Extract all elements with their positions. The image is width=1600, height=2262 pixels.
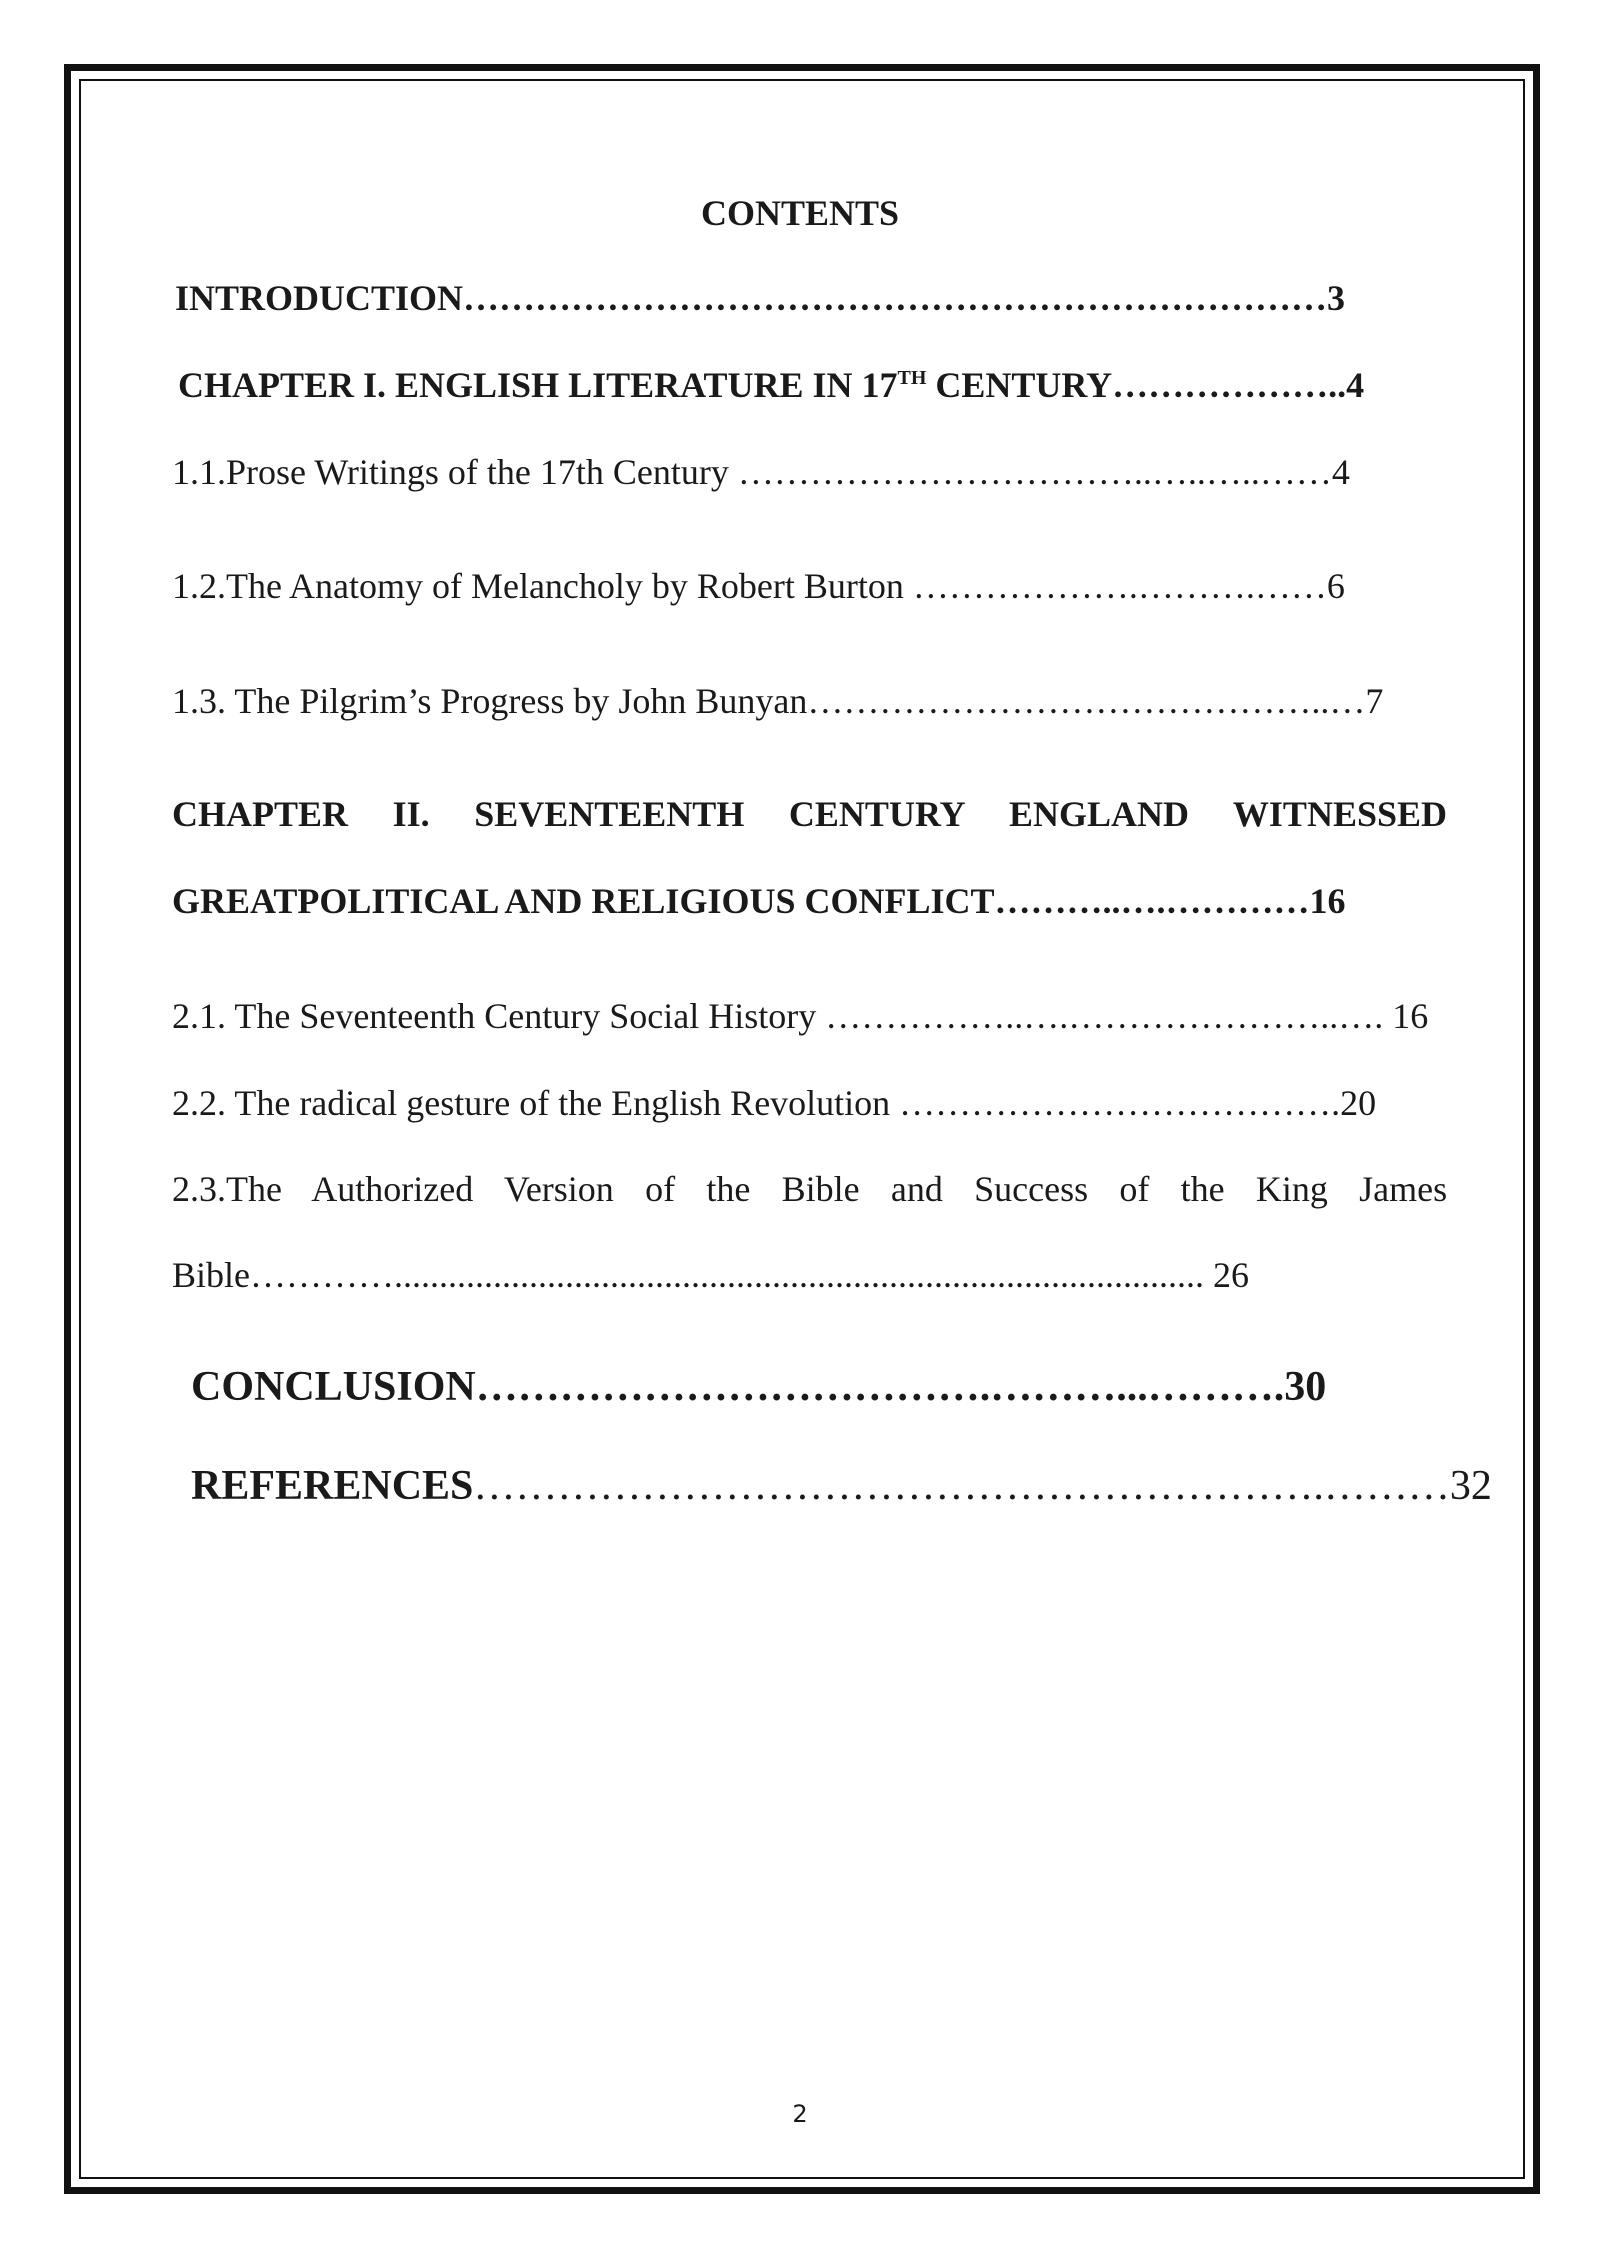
toc-chapter-2-line-1 [172,793,1447,835]
toc-word: SEVENTEENTH [474,794,745,834]
toc-word: 2.3.The [172,1169,282,1209]
toc-word: James [1359,1169,1448,1209]
toc-label: GREATPOLITICAL AND RELIGIOUS CONFLICT [172,881,995,921]
toc-label: 1.1.Prose Writings of the 17th Century [172,452,738,492]
toc-word: CHAPTER [172,794,349,834]
toc-word: the [706,1169,751,1209]
toc-word: CENTURY [788,794,965,834]
toc-word: the [1180,1169,1225,1209]
toc-leader: ……………………………….………...………. [475,1364,1285,1410]
toc-leader: ……………………………..…..…..…… [737,452,1332,492]
toc-word: of [1119,1169,1150,1209]
toc-page-number: 3 [1327,278,1346,318]
toc-chapter-1 [178,364,1364,406]
toc-label: 2.1. The Seventeenth Century Social History [172,996,826,1036]
toc-word: Bible [781,1169,860,1209]
toc-leader: ……………….. [1112,365,1347,405]
toc-section-1-3 [172,680,1383,722]
toc-word: WITNESSED [1232,794,1448,834]
toc-leader: ……………..….…………………..…. [825,996,1384,1036]
toc-word: II. [392,794,430,834]
toc-leader: ……………….……….…… [912,566,1327,606]
page-number: 2 [792,2100,808,2128]
toc-page-number: 16 [1383,996,1429,1036]
toc-label: 2.2. The radical gesture of the English Revolution [172,1083,900,1123]
toc-label: CONCLUSION [191,1364,476,1410]
toc-label: INTRODUCTION [175,278,464,318]
toc-word: King [1255,1169,1328,1209]
toc-label: 1.2.The Anatomy of Melancholy by Robert Burton [172,566,913,606]
toc-leader: ………..….………… [994,881,1310,921]
toc-chapter-2-line-2 [172,880,1346,922]
toc-leader: …………………………………………………….……… [473,1463,1450,1509]
toc-page-number: 20 [1340,1083,1377,1123]
toc-introduction [175,277,1345,319]
toc-label-continued: CENTURY [926,365,1113,405]
toc-page-number: 30 [1284,1364,1327,1410]
toc-section-1-1 [172,451,1350,493]
toc-section-2-3-line-2 [172,1254,1249,1296]
toc-leader: ………….......................................................................................... [250,1255,1204,1295]
toc-page-number: 6 [1326,566,1345,606]
toc-superscript: TH [897,367,927,389]
toc-leader: ……………………………………………………………… [463,278,1328,318]
toc-references [191,1462,1492,1510]
toc-section-2-1 [172,995,1428,1037]
toc-word: Success [974,1169,1089,1209]
toc-label: Bible [172,1255,250,1295]
toc-conclusion [191,1363,1326,1411]
toc-word: ENGLAND [1008,794,1189,834]
toc-page-number: 32 [1449,1463,1492,1509]
toc-page-number: 7 [1365,681,1384,721]
toc-page-number: 16 [1309,881,1346,921]
toc-section-2-2 [172,1082,1376,1124]
contents-title: CONTENTS [700,193,900,233]
toc-section-1-2 [172,565,1345,607]
toc-page-number: 4 [1346,365,1365,405]
toc-page-number: 26 [1204,1255,1249,1295]
toc-word: of [645,1169,676,1209]
toc-page-number: 4 [1331,452,1350,492]
toc-label: CHAPTER I. ENGLISH LITERATURE IN 17 [178,365,898,405]
toc-label: 1.3. The Pilgrim’s Progress by John Bunyan [172,681,808,721]
toc-word: Version [503,1169,614,1209]
toc-label: REFERENCES [191,1463,474,1509]
toc-leader: ……………………………………..… [807,681,1366,721]
toc-word: Authorized [311,1169,474,1209]
toc-word: and [890,1169,943,1209]
toc-leader: ………………………………. [899,1083,1341,1123]
toc-section-2-3-line-1 [172,1168,1447,1210]
